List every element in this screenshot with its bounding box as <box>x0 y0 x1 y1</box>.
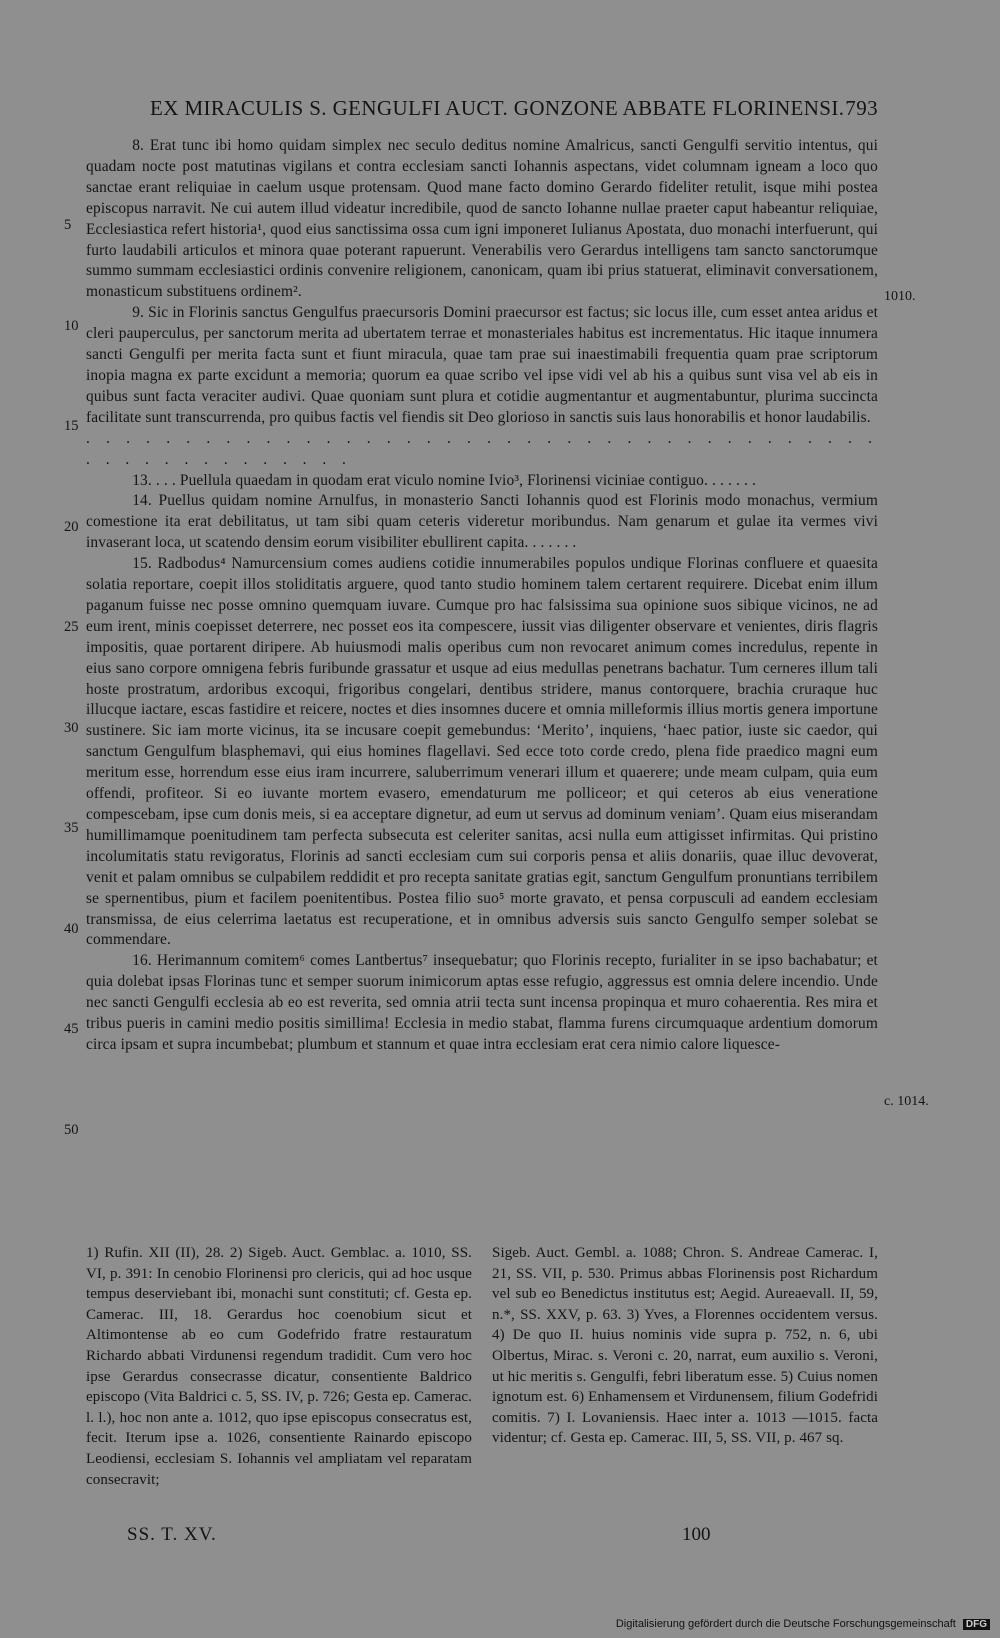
dfg-logo: DFG <box>963 1619 990 1630</box>
digitization-credit <box>616 1618 990 1630</box>
signature-number: 100 <box>682 1524 711 1545</box>
line-number: 25 <box>64 619 79 635</box>
line-number: 5 <box>64 217 72 233</box>
footnotes-left-column: 1) Rufin. XII (II), 28. 2) Sigeb. Auct. Gemblac. a. 1010, SS. VI, p. 391: In cenobio Florinensi pro clericis, qui ad hoc usque tempus deserviebant ibi, monachi sunt constituti; cf. Gesta ep. Camerac. III, 18. Gerardus hoc coenobium sicut et Altimontense ab eo cum Godefrido fratre restauratum Richardo abbati Virdunensi regendum tradidit. Cum vero hoc ipse Gerardus consecrasse dicatur, consentiente Baldrico episcopo (Vita Baldrici c. 5, SS. IV, p. 726; Gesta ep. Camerac. l. l.), hoc non ante a. 1012, quo ipse episcopus consecratus est, fecit. Iterum ipse a. 1026, consentiente Rainardo episcopo Leodiensi, ecclesiam S. Iohannis vel ampliatam vel reparatam consecravit; <box>86 1245 472 1488</box>
signature-mark: SS. T. XV. <box>127 1524 217 1545</box>
line-number: 35 <box>64 820 79 836</box>
line-number: 20 <box>64 519 79 535</box>
line-number: 45 <box>64 1021 79 1037</box>
page-number: 793 <box>845 96 878 120</box>
margin-date: 1010. <box>884 289 916 304</box>
paragraph-13: 13. . . . Puellula quaedam in quodam erat viculo nomine Ivio³, Florinensi viciniae contiguo. . . . . . . <box>132 471 756 489</box>
paragraph-16: 16. Herimannum comitem⁶ comes Lantbertus⁷ insequebatur; quo Florinis recepto, furialiter in se ipso bachabatur; et quia dolebat ipsas Florinas tunc et semper suorum inimicorum aptas esse refugio, aggressus est omnia delere incendio. Unde nec sancti Gengulfi ecclesia ab eo est reverita, sed omnia atrii tecta sunt incensa propinqua et muro cohaerentia. Res mira et tribus pueris in camini medio positis simillima! Ecclesia in medio stabat, flamma furens circumquaque ardentium domorum circa ipsam et supra incumbebat; plumbum et stannum et quae intra ecclesiam erat cera nimio calore liquesce- <box>86 952 878 1053</box>
omission-dots: . . . . . . . . . . . . . . . . . . . . . . . . . . . . . . . . . . . . . . . . . . . . . . . . . . . . . . <box>86 429 878 468</box>
running-header <box>150 96 878 121</box>
footnotes-right-column: Sigeb. Auct. Gembl. a. 1088; Chron. S. Andreae Camerac. I, 21, SS. VII, p. 530. Primus abbas Florinensis post Richardum vel sub eo Benedictus institutus est; Aegid. Aureaevall. II, 59, n.*, SS. XXV, p. 63. 3) Yves, a Florennes occidentem versus. 4) De quo II. huius nominis vide supra p. 752, n. 6, ubi Olbertus, Mirac. s. Veroni c. 20, narrat, eum auxilio s. Veroni, ut hic meritis s. Gengulfi, febri liberatum esse. 5) Cuius nomen ignotum est. 6) Enhamensem et Virdunensem, filium Godefridi comitis. 7) I. Lovaniensis. Haec inter a. 1013 —1015. facta videntur; cf. Gesta ep. Camerac. III, 5, SS. VII, p. 467 sq. <box>492 1245 878 1447</box>
paragraph-8: 8. Erat tunc ibi homo quidam simplex nec seculo deditus nomine Amalricus, sancti Gengulfi servitio intentus, qui quadam nocte post matutinas vigilans et contra ecclesiam sancti Iohannis aspectans, videt columnam igneam a loco quo sanctae erant reliquiae in caelum usque protensam. Quod mane facto domino Gerardo fideliter retulit, isque mihi postea episcopus narravit. Ne cui autem illud videatur incredibile, quod de sancto Iohanne nullae praeter caput habeantur reliquiae, Ecclesiastica refert historia¹, quod eius sanctissima ossa cum igni imponeret Iulianus Apostata, duo monachi interfuerunt, qui furto laudabili articulos et minora quae poterant rapuerunt. Venerabilis vero Gerardus intelligens tam sancto sanctorumque summo summam ecclesiastici ordinis convenire religionem, canonicam, quam ibi prius statuerat, eliminavit conversationem, monasticum substituens ordinem². <box>86 137 878 301</box>
margin-date: c. 1014. <box>884 1094 929 1109</box>
line-number: 50 <box>64 1122 79 1138</box>
credit-text: Digitalisierung gefördert durch die Deutsche Forschungsgemeinschaft <box>615 1618 956 1630</box>
line-number: 10 <box>64 318 79 334</box>
paragraph-15: 15. Radbodus⁴ Namurcensium comes audiens cotidie innumerabiles populos undique Florinas confluere et quaesita solatia reportare, coepit illos stoliditatis arguere, quod tanto studio hominem talem certarent requirere. Dicebat enim illum paganum fuisse nec posse omnino quemquam iuvare. Cumque pro hac falsissima sua opinione suos sibique vicinos, ne ad eum irent, minis coepisset deterrere, nec posset eos ita compescere, iussit vias diligenter observare et venientes, diris flagris impositis, quae portarent diripere. Ab huiusmodi malis operibus cum non revocaret animum comes incredulus, repente in eius sano corpore omnigena febris furibunde grassatur et usque ad eius medullas penetrans bachatur. Tum cerneres illum tali hoste prostratum, ardoribus excoqui, frigoribus congelari, dentibus stridere, manus contorquere, brachia cruraque huc illucque iactare, escas fastidire et reicere, noctes et dies insomnes ducere et omnia milleformis illius mortis genera importune sustinere. Sic iam morte vicinus, ita se incusare coepit gemebundus: ‘Merito’, inquiens, ‘haec patior, iuste sic caedor, qui sanctum Gengulfum blasphemavi, qui eius homines flagellavi. Sed ecce toto corde credo, plena fide praedico magni eum meritum esse, horrendum esse eius iram incurrere, saluberrimum venerari illum et quaerere; unde meam culpam, quia eum offendi, profiteor. Si eo iuvante mortem evasero, emendaturum me polliceor; et qui ceteros ab eius veneratione compescebam, ipse cum donis meis, si ea acceptare dignetur, ad eum ut servus ad dominum veniam’. Quam eius miserandam humillimamque poenitudinem tam perfecta subsecuta est celeriter sanitas, acsi nulla eum attigisset infirmitas. Qui pristino incolumitatis statu revigoratus, Florinis ad sancti ecclesiam cum sui corporis pensa et aliis donariis, quae illuc devoverat, venit et palam omnibus se culpabilem reddidit et pro recepta sanitate gratias egit, sanctum Gengulfum pronuntians terribilem se spernentibus, pium et facilem poenitentibus. Postea filio suo⁵ morte gravato, et pensa corpusculi ad eandem ecclesiam transmissa, de eius celerrima laetatus est recuperatione, et in omnibus adversis suis sancto Gengulfo semper solebat se commendare. <box>86 555 878 949</box>
paragraph-9: 9. Sic in Florinis sanctus Gengulfus praecursoris Domini praecursor est factus; sic locus ille, cum esset antea aridus et cleri pauperculus, per sanctorum merita ad ubertatem terrae et monasteriales habitus est incrementatus. Hic itaque innumera sancti Gengulfi per merita facta sunt et fiunt miracula, quae tam prae sui inaestimabili frequentia quam prae scriptorum inopia magna ex parte excidunt a memoria; quorum ea quae scribo vel ipse vidi vel ab his a quibus sunt visa vel ab eis in quibus sunt facta veraciter audivi. Quae quoniam sunt plura et cotidie augmentantur et augmentabuntur, plurima succincta facilitate sunt transcurrenda, pro quibus factis vel fiendis sit Deo glorioso in sanctis suis laus honorabilis et honor laudabilis. <box>86 304 878 426</box>
line-number: 30 <box>64 720 79 736</box>
line-number: 15 <box>64 418 79 434</box>
running-title: EX MIRACULIS S. GENGULFI AUCT. GONZONE ABBATE FLORINENSI. <box>150 96 845 120</box>
line-number: 40 <box>64 921 79 937</box>
main-text <box>86 136 878 1056</box>
paragraph-14: 14. Puellus quidam nomine Arnulfus, in monasterio Sancti Iohannis quod est Florinis modo monachus, vermium comestione ita erat debilitatus, ut tam sibi quam ceteris videretur moribundus. Nam genarum et gulae ita vermes vivi invaserant loca, ut scatendo densim eorum visibiliter ebullirent capita. . . . . . . <box>86 492 878 552</box>
